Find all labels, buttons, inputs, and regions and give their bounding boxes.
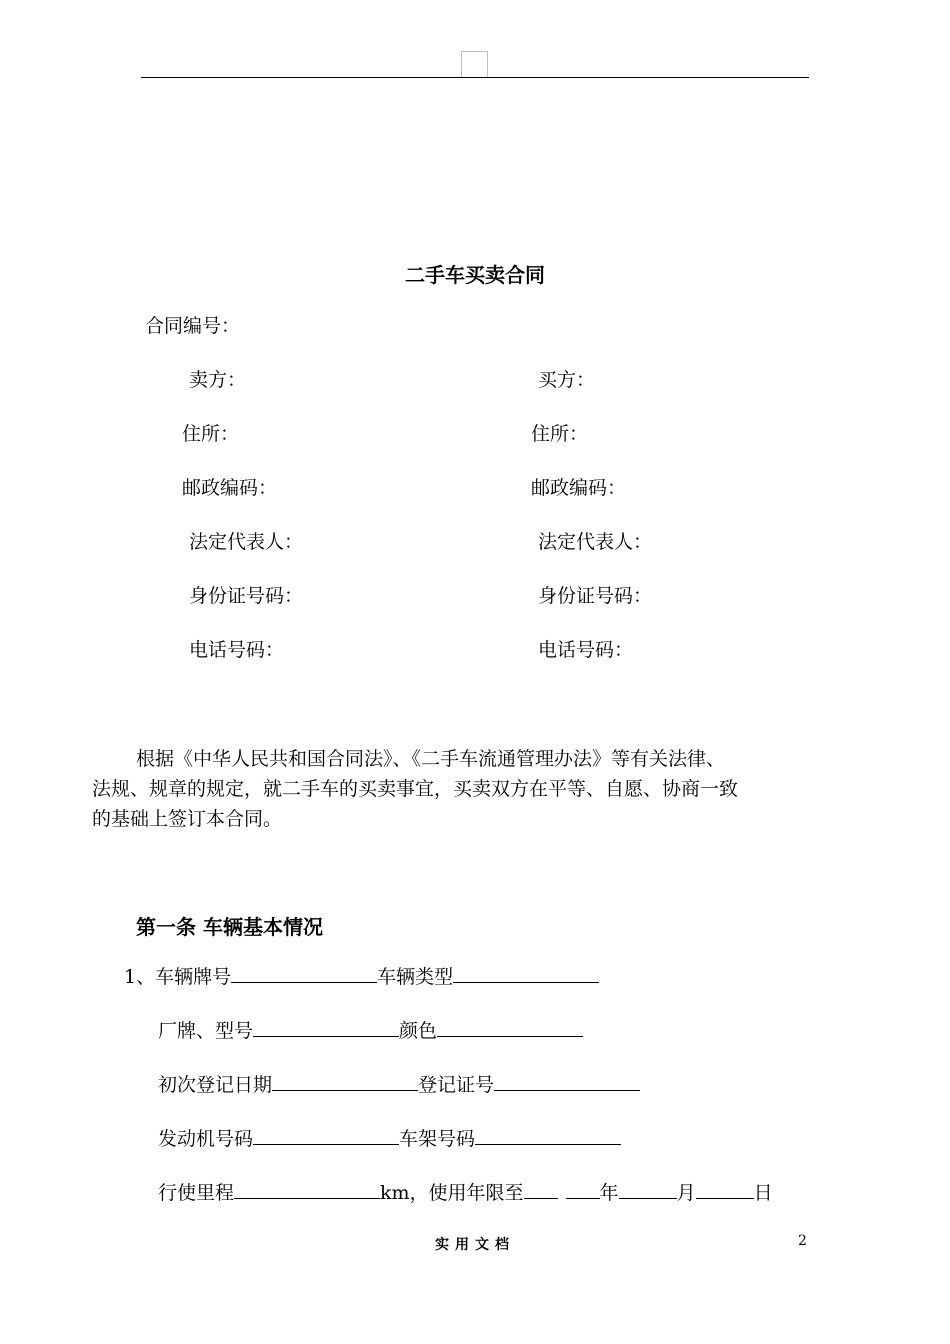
seller-address-label: 住所：: [182, 423, 240, 445]
vehicle-type-label: 车辆类型: [377, 966, 454, 988]
year-blank-1[interactable]: [524, 1180, 558, 1199]
engine-number-blank[interactable]: [253, 1126, 399, 1145]
buyer-address-label: 住所：: [531, 423, 589, 445]
mileage-blank[interactable]: [234, 1180, 380, 1199]
frame-number-label: 车架号码: [399, 1128, 476, 1150]
color-label: 颜色: [399, 1020, 438, 1042]
year-label: 年: [599, 1182, 619, 1204]
footer-label: 实用文档: [435, 1237, 515, 1253]
seller-phone-label: 电话号码：: [189, 639, 285, 661]
seller-id-label: 身份证号码：: [189, 585, 304, 607]
plate-number-blank[interactable]: [231, 964, 377, 983]
model-label: 厂牌、型号: [158, 1020, 254, 1042]
seller-postal-label: 邮政编码：: [182, 477, 278, 499]
section-1-heading: 第一条 车辆基本情况: [136, 915, 323, 939]
vehicle-type-blank[interactable]: [453, 964, 599, 983]
buyer-id-label: 身份证号码：: [538, 585, 653, 607]
intro-line-3: 的基础上签订本合同。: [92, 808, 283, 830]
buyer-postal-label: 邮政编码：: [531, 477, 627, 499]
frame-number-blank[interactable]: [475, 1126, 621, 1145]
model-blank[interactable]: [253, 1018, 399, 1037]
intro-paragraph: [92, 744, 862, 834]
month-label: 月: [676, 1182, 696, 1204]
vehicle-row-plate-type: [124, 964, 599, 989]
vehicle-row-registration: [158, 1072, 640, 1097]
buyer-label: 买方：: [538, 369, 596, 391]
registration-cert-blank[interactable]: [494, 1072, 640, 1091]
vehicle-row-model-color: [158, 1018, 583, 1043]
day-label: 日: [753, 1182, 773, 1204]
engine-number-label: 发动机号码: [158, 1128, 254, 1150]
seller-label: 卖方：: [189, 369, 247, 391]
first-registration-blank[interactable]: [272, 1072, 418, 1091]
intro-line-2: 法规、规章的规定，就二手车的买卖事宜，买卖双方在平等、自愿、协商一致: [92, 778, 739, 800]
color-blank[interactable]: [437, 1018, 583, 1037]
day-blank[interactable]: [696, 1180, 754, 1199]
registration-cert-label: 登记证号: [418, 1074, 495, 1096]
header-placeholder-box: [461, 51, 488, 77]
page-number: 2: [798, 1233, 807, 1249]
km-usage-label: km，使用年限至: [380, 1182, 524, 1204]
plate-number-label: 1、车辆牌号: [124, 966, 232, 988]
first-registration-label: 初次登记日期: [158, 1074, 273, 1096]
month-blank[interactable]: [619, 1180, 677, 1199]
vehicle-row-engine-frame: [158, 1126, 621, 1151]
seller-legal-rep-label: 法定代表人：: [189, 531, 304, 553]
document-title: 二手车买卖合同: [405, 263, 545, 287]
buyer-phone-label: 电话号码：: [538, 639, 634, 661]
header-rule: [141, 77, 809, 78]
buyer-legal-rep-label: 法定代表人：: [538, 531, 653, 553]
year-blank-2[interactable]: [566, 1180, 600, 1199]
intro-line-1: 根据《中华人民共和国合同法》、《二手车流通管理办法》等有关法律、: [136, 748, 726, 770]
mileage-label: 行使里程: [158, 1182, 235, 1204]
contract-number-label: 合同编号：: [145, 315, 241, 337]
vehicle-row-mileage: [158, 1180, 773, 1205]
